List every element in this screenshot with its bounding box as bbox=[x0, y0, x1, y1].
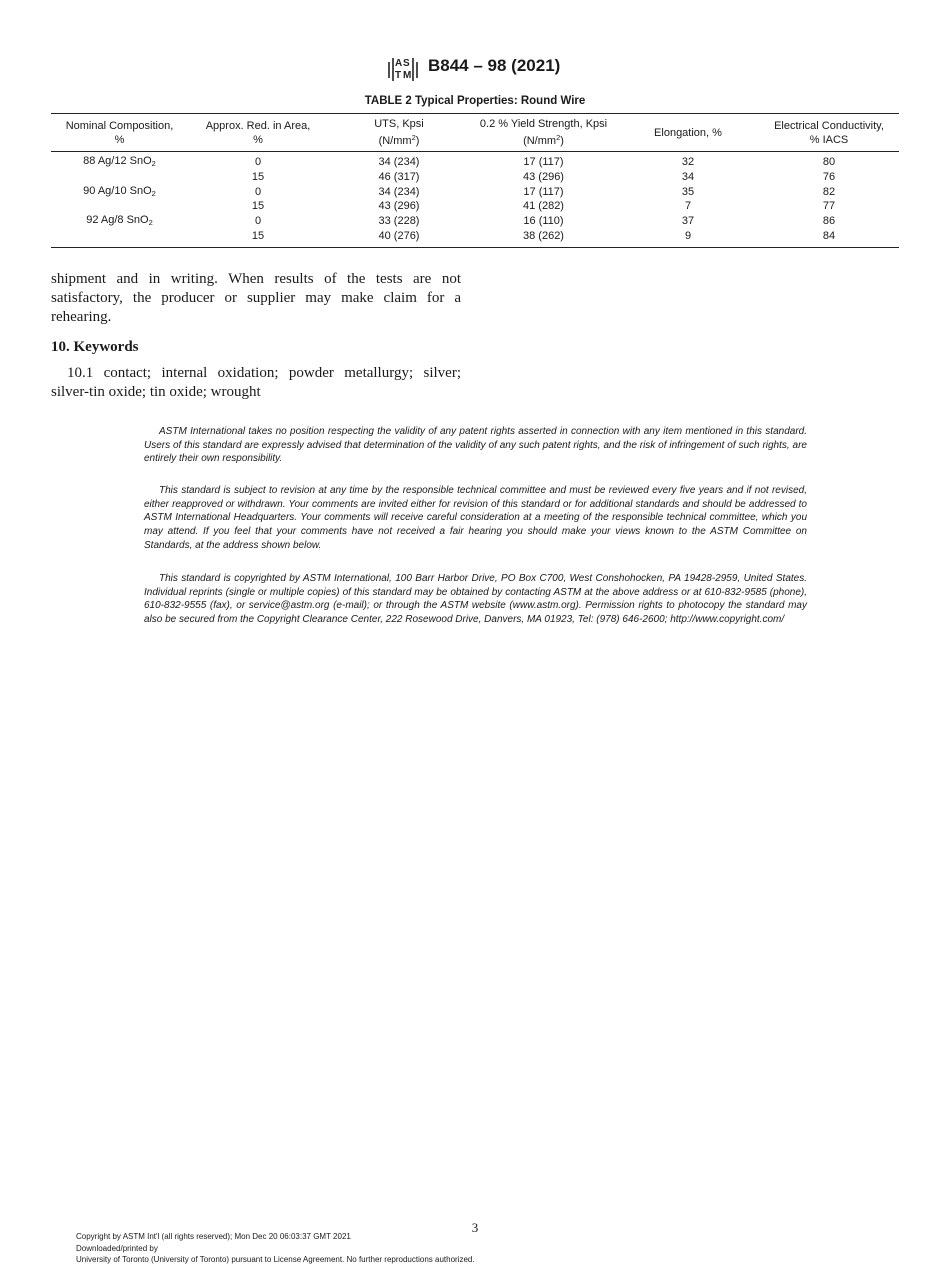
cell-composition: 92 Ag/8 SnO$_2$ bbox=[86, 214, 153, 228]
table-row bbox=[51, 214, 899, 230]
table-row bbox=[51, 171, 899, 185]
table-row bbox=[51, 230, 899, 247]
header-yield: 0.2 % Yield Strength, Kpsi $(N/mm^2)$ bbox=[479, 118, 608, 147]
continuation-paragraph: shipment and in writing. When results of the tests are not satisfactory, the producer or supplier may make claim for a rehearing. bbox=[51, 271, 461, 325]
cell-conductivity: 77 bbox=[822, 200, 836, 213]
document-header bbox=[0, 52, 950, 84]
svg-text:S: S bbox=[403, 58, 410, 69]
cell-reduction: 0 bbox=[254, 156, 262, 168]
cell-uts: 34 (234) bbox=[378, 156, 420, 168]
svg-text:A: A bbox=[395, 58, 403, 69]
properties-table bbox=[51, 113, 899, 248]
header-elongation: Elongation, % bbox=[654, 126, 722, 139]
cell-composition bbox=[51, 230, 188, 247]
cell-elongation: 37 bbox=[681, 215, 695, 228]
keywords-paragraph: 10.1 contact; internal oxidation; powder metallurgy; silver; silver-tin oxide; tin oxide; wrought bbox=[51, 365, 461, 400]
table-row bbox=[51, 200, 899, 214]
cell-reduction: 0 bbox=[254, 215, 262, 228]
cell-uts: 46 (317) bbox=[378, 170, 420, 183]
cell-conductivity: 82 bbox=[822, 185, 836, 198]
table-row bbox=[51, 185, 899, 201]
cell-elongation: 34 bbox=[681, 170, 695, 183]
cell-reduction: 0 bbox=[254, 185, 262, 198]
cell-elongation: 35 bbox=[681, 185, 695, 198]
cell-yield: 41 (282) bbox=[523, 200, 564, 213]
cell-yield: 43 (296) bbox=[523, 170, 564, 183]
cell-uts: 34 (234) bbox=[378, 185, 420, 198]
table-row bbox=[51, 152, 899, 171]
svg-text:T: T bbox=[395, 70, 402, 81]
document-designation: B844 – 98 (2021) bbox=[428, 56, 561, 75]
cell-reduction: 15 bbox=[251, 200, 265, 213]
cell-yield: 16 (110) bbox=[523, 215, 564, 228]
cell-elongation: 32 bbox=[681, 156, 695, 168]
license-footer bbox=[76, 1231, 475, 1266]
cell-conductivity: 84 bbox=[822, 229, 836, 242]
cell-conductivity: 80 bbox=[822, 156, 836, 168]
cell-reduction: 15 bbox=[251, 229, 265, 242]
cell-yield: 38 (262) bbox=[523, 229, 564, 242]
cell-composition bbox=[51, 171, 188, 185]
cell-composition bbox=[51, 200, 188, 214]
footer-copyright-line: Copyright by ASTM Int'l (all rights reserved); Mon Dec 20 06:03:37 GMT 2021 bbox=[76, 1232, 351, 1241]
cell-reduction: 15 bbox=[251, 170, 265, 183]
cell-elongation: 9 bbox=[684, 229, 692, 242]
header-uts: UTS, Kpsi $(N/mm^2)$ bbox=[374, 118, 424, 147]
cell-uts: 33 (228) bbox=[378, 215, 420, 228]
cell-uts: 43 (296) bbox=[378, 200, 420, 213]
table-header-row bbox=[51, 114, 899, 152]
header-reduction: Approx. Red. in Area, % bbox=[205, 119, 311, 146]
section-heading-keywords: 10. Keywords bbox=[51, 339, 139, 355]
header-composition: Nominal Composition, % bbox=[65, 119, 174, 146]
cell-elongation: 7 bbox=[684, 200, 692, 213]
cell-uts: 40 (276) bbox=[378, 229, 420, 242]
cell-conductivity: 76 bbox=[822, 170, 836, 183]
footer-downloaded-line: Downloaded/printed by bbox=[76, 1243, 158, 1253]
cell-composition: 90 Ag/10 SnO$_2$ bbox=[83, 184, 156, 198]
revision-notice: This standard is subject to revision at any time by the responsible technical committee and must be reviewed every five years and if not revised, either reapproved or withdrawn. Your comments are invited either for revision of this standard or for additional standards and should be addressed to ASTM International Headquarters. Your comments will receive careful consideration at a meeting of the responsible technical committee, which you may attend. If you feel that your comments have not received a fair hearing you should make your views known to the ASTM Committee on Standards, at the address shown below. bbox=[144, 485, 807, 551]
cell-yield: 17 (117) bbox=[523, 156, 564, 168]
cell-conductivity: 86 bbox=[822, 215, 836, 228]
svg-text:M: M bbox=[403, 70, 412, 81]
patent-notice: ASTM International takes no position respecting the validity of any patent rights asserted in connection with any item mentioned in this standard. Users of this standard are expressly advised that determination of the validity of any such patent rights, and the risk of infringement of such rights, are entirely their own responsibility. bbox=[144, 426, 807, 465]
cell-composition: 88 Ag/12 SnO$_2$ bbox=[83, 155, 156, 168]
page-number: 3 bbox=[471, 1220, 479, 1235]
astm-logo-icon bbox=[385, 52, 421, 84]
copyright-notice: This standard is copyrighted by ASTM International, 100 Barr Harbor Drive, PO Box C700, West Conshohocken, PA 19428-2959, United States. Individual reprints (single or multiple copies) of this standard may be obtained by contacting ASTM at the above address or at 610-832-9585 (phone), 610-832-9555 (fax), or service@astm.org (e-mail); or through the ASTM website (www.astm.org). Permission rights to photocopy the standard may also be secured from the Copyright Clearance Center, 222 Rosewood Drive, Danvers, MA 01923, Tel: (978) 646-2600; http://www.copyright.com/ bbox=[144, 573, 807, 626]
cell-yield: 17 (117) bbox=[523, 185, 564, 198]
header-conductivity: Electrical Conductivity, % IACS bbox=[774, 119, 884, 146]
table-caption: TABLE 2 Typical Properties: Round Wire bbox=[364, 95, 586, 107]
footer-license-line: University of Toronto (University of Toronto) pursuant to License Agreement. No further reproductions authorized. bbox=[76, 1255, 475, 1264]
